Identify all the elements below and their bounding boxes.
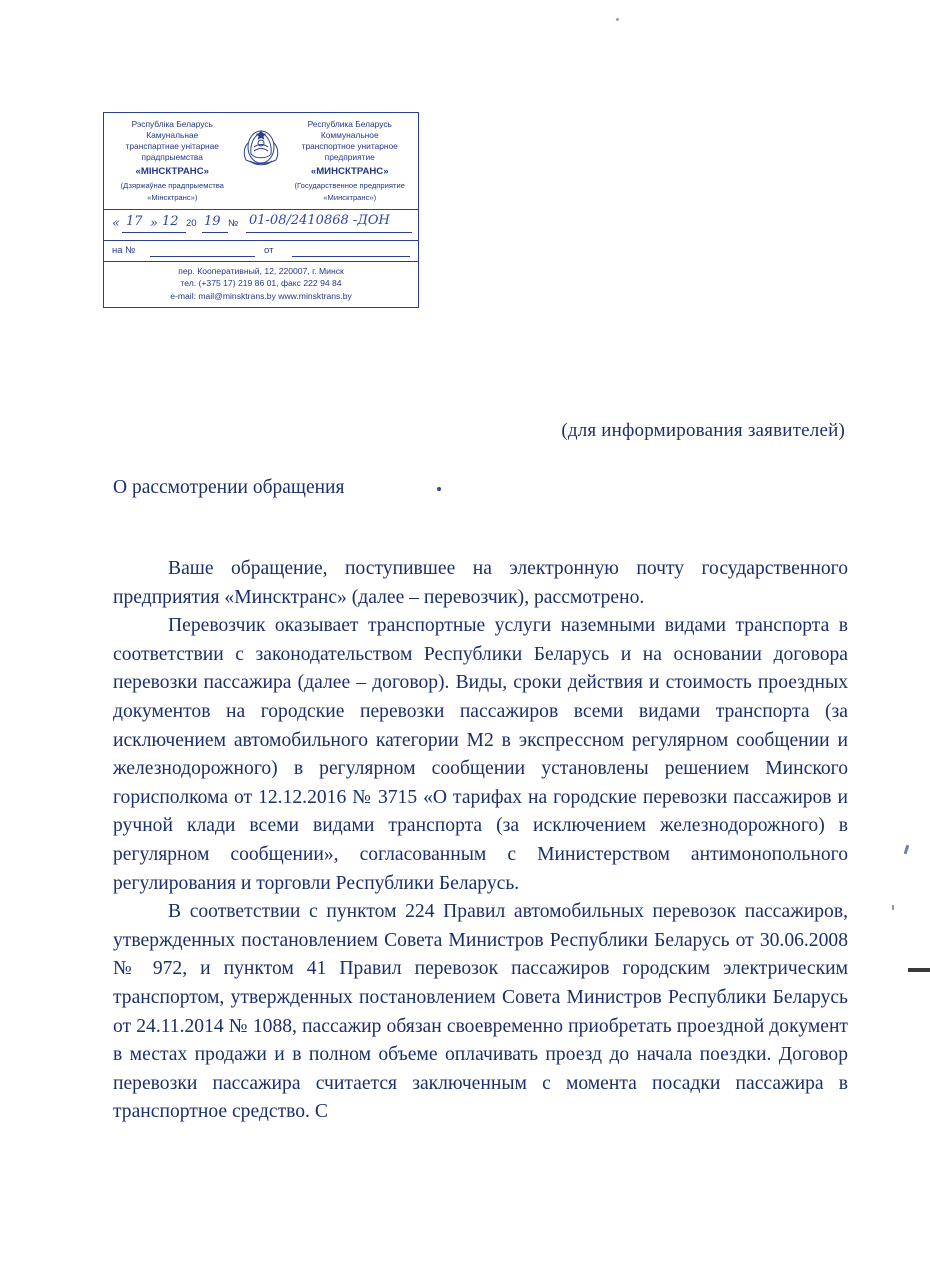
body-paragraph-1: Ваше обращение, поступившее на электронную почту государственного предприятия «Минсктранс» (далее – перевозчик), рассмотрено. xyxy=(113,558,848,608)
body-paragraph-3: В соответствии с пунктом 224 Правил автомобильных перевозок пассажиров, утвержденных постановлением Совета Министров Республики Беларусь от 30.06.2008 № 972, и пунктом 41 Правил перевозок пассажиров городским электрическим транспортом, утвержденных постановлением Совета Министров Республики Беларусь от 24.11.2014 № 1088, пассажир обязан своевременно приобретать проездной документ в местах продажи и в полном объеме оплачивать проезд до начала поездки. Договор перевозки пассажира считается заключенным с момента посадки пассажира в транспортное средство. С xyxy=(113,901,848,1123)
ink-dot-mark xyxy=(437,487,441,491)
number-label: № xyxy=(228,217,239,229)
letterhead-be-line1: Рэспубліка Беларусь xyxy=(131,119,213,129)
date-year-underline xyxy=(202,232,228,233)
letterhead-stamp xyxy=(103,112,419,308)
document-subject: О рассмотрении обращения xyxy=(113,477,345,498)
letterhead-ru-line3: транспортное унитарное xyxy=(301,141,398,152)
document-body xyxy=(113,555,848,1127)
letterhead-ru-sub1: (Государственное предприятие xyxy=(294,181,405,191)
date-day: 17 xyxy=(126,213,143,229)
letterhead-reference-line xyxy=(104,240,418,261)
letterhead-belarusian-column xyxy=(108,119,237,203)
letterhead-address: пер. Кооперативный, 12, 220007, г. Минск xyxy=(178,265,344,276)
reference-na-no-label: на № xyxy=(112,244,136,256)
letterhead-ru-line2: Коммунальное xyxy=(320,130,379,141)
scan-artifact-speck xyxy=(616,18,619,21)
letterhead-be-name: «МІНСКТРАНС» xyxy=(135,166,209,178)
letterhead-header xyxy=(104,113,418,205)
letterhead-email: e-mail: mail@minsktrans.by www.minsktrans.by xyxy=(170,290,352,301)
date-month: 12 xyxy=(162,213,179,229)
scan-artifact-speck xyxy=(892,905,894,910)
letterhead-date-number-line xyxy=(104,210,418,240)
letterhead-be-line4: прадпрыемства xyxy=(141,152,203,163)
letterhead-be-sub2: «Мінсктранс») xyxy=(147,192,198,202)
letterhead-ru-line4: предприятие xyxy=(324,152,375,163)
body-paragraph-2: Перевозчик оказывает транспортные услуги наземными видами транспорта в соответствии с законодательством Республики Беларусь и на основании договора перевозки пассажира (далее – договор). Виды, сроки действия и стоимость проездных документов на городские перевозки пассажиров всеми видами транспорта (за исключением автомобильного категории М2 в экспрессном регулярном сообщении и железнодорожного) в регулярном сообщении установлены решением Минского горисполкома от 12.12.2016 № 3715 «О тарифах на городские перевозки пассажиров и ручной клади всеми видами транспорта (за исключением железнодорожного) в регулярном сообщении», согласованным с Министерством антимонопольного регулирования и торговли Республики Беларусь. xyxy=(113,615,848,894)
letterhead-russian-column xyxy=(285,119,414,203)
reference-ot-underline xyxy=(292,256,410,257)
letterhead-contacts xyxy=(104,261,418,307)
letterhead-ru-line1: Республика Беларусь xyxy=(307,119,392,129)
date-quote-open: « xyxy=(112,215,120,231)
date-month-underline xyxy=(160,232,186,233)
letterhead-be-line3: транспартнае унітарнае xyxy=(125,141,219,152)
letterhead-be-line2: Камунальнае xyxy=(146,130,199,141)
date-quote-close: » xyxy=(150,215,158,231)
letterhead-ru-sub2: «Минсктранс») xyxy=(323,192,377,202)
date-year-prefix: 20 xyxy=(186,217,197,229)
reference-na-no-underline xyxy=(150,256,255,257)
scan-artifact-bar xyxy=(908,968,930,972)
coat-of-arms-belarus-icon xyxy=(237,119,286,203)
date-year: 19 xyxy=(204,213,221,229)
document-number: 01-08/2410868 -ДОН xyxy=(249,212,390,228)
number-underline xyxy=(246,232,412,233)
letterhead-ru-name: «МИНСКТРАНС» xyxy=(310,166,389,178)
reference-ot-label: от xyxy=(264,244,274,256)
letterhead-phone: тел. (+375 17) 219 86 01, факс 222 94 84 xyxy=(180,278,342,289)
addressee-note: (для информирования заявителей) xyxy=(561,420,845,441)
scan-artifact-speck xyxy=(904,845,910,854)
date-day-underline xyxy=(122,232,164,233)
letterhead-be-sub1: (Дзяржаўнае прадпрыемства xyxy=(120,181,224,191)
